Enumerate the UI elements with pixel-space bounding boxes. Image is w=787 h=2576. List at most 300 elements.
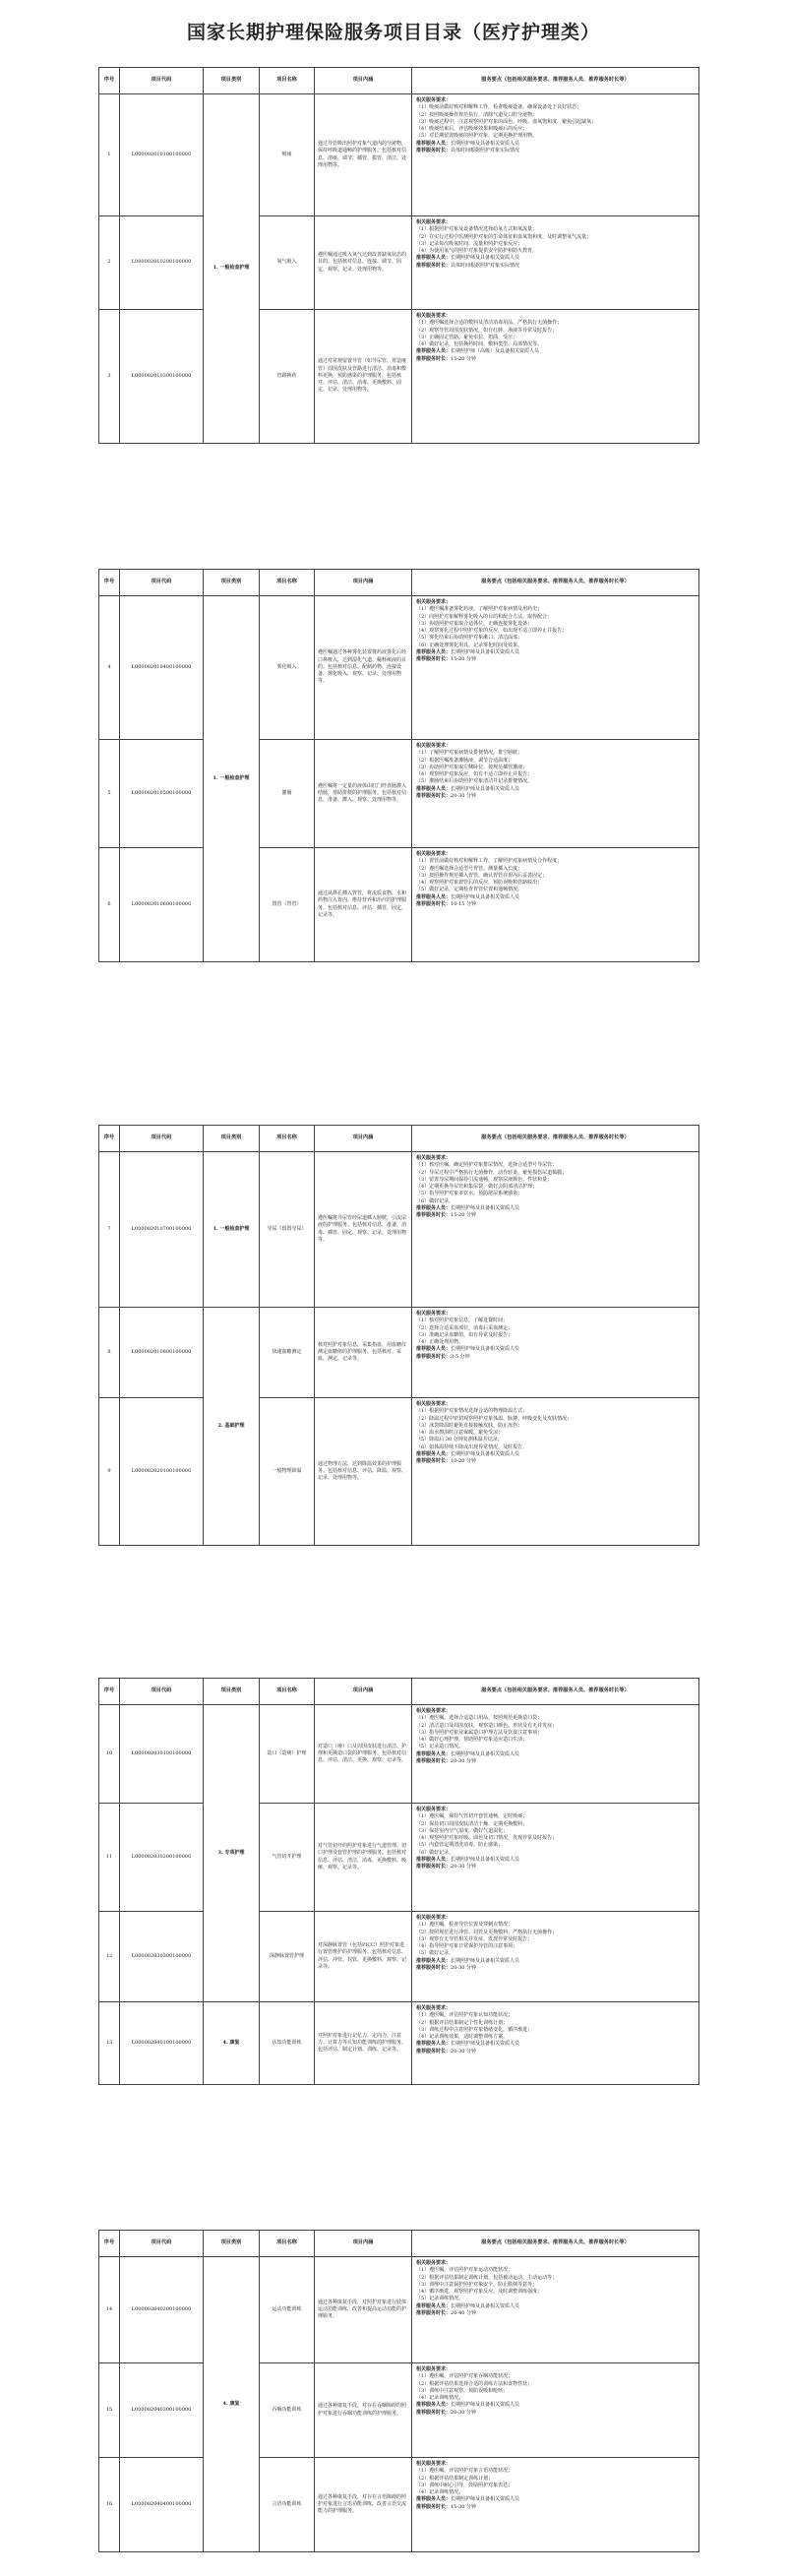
row-content: 对深静脉置管（包括PICC）照护对象进行置管维护的护理服务。包括核对信息、评估、冲管、封管、更换敷料、观察、记录等。 <box>315 1912 412 2002</box>
staff-label: 推荐服务人员： <box>416 1856 452 1863</box>
header-content: 项目内涵 <box>315 68 412 94</box>
row-requirements <box>412 1804 699 1912</box>
header-code: 项目代码 <box>120 570 204 596</box>
staff-label: 推荐服务人员： <box>416 1346 452 1353</box>
row-no: 6 <box>99 848 120 962</box>
recommended-staff <box>416 2041 695 2048</box>
requirement-item: （3）冰袋降温时避免直接接触皮肤，防止冻伤； <box>416 1422 523 1429</box>
row-name: 言语功能训练 <box>260 2458 315 2552</box>
requirement-item: （5）指导照护对象多饮水，预防泌尿系统感染； <box>416 1191 523 1197</box>
requirement-item: （5）做好记录。 <box>416 1950 454 1957</box>
requirement-item: （1）遵医嘱，保持气管切开套管通畅，定时吸痰； <box>416 1813 528 1820</box>
row-code: L000002010400100000 <box>120 596 204 740</box>
row-content: 通过各种康复手段，对照护对象进行肢体运动功能训练，改善和提高运动功能的护理服务。 <box>315 2257 412 2363</box>
header-category: 项目类别 <box>204 1679 260 1705</box>
requirement-item: （3）吸痰过程中，注意观察照护对象的面色、呼吸、血氧饱和度，避免引起缺氧； <box>416 118 597 125</box>
row-name: 快速血糖测定 <box>260 1308 315 1398</box>
table-row <box>99 1152 699 1308</box>
requirement-item: （2）按照规范进行冲管、封管及更换敷料，严格执行无菌操作； <box>416 1929 558 1935</box>
requirements-heading: 相关服务要求： <box>416 599 452 605</box>
staff-value: 长期照护师及具备相关资质人员 <box>451 1957 520 1964</box>
row-name: 深静脉置管护理 <box>260 1912 315 2002</box>
row-no: 10 <box>99 1705 120 1804</box>
row-no: 8 <box>99 1308 120 1398</box>
requirements-heading: 相关服务要求： <box>416 1311 452 1317</box>
recommended-staff <box>416 649 695 656</box>
requirement-item: （2）清洁造口及周围皮肤，观察造口颜色、形状及有无并发症； <box>416 1722 558 1729</box>
row-requirements <box>412 310 699 444</box>
row-content: 通过各种康复手段，对存在吞咽障碍的照护对象进行吞咽功能训练的护理服务。 <box>315 2363 412 2458</box>
requirement-item: （2）导尿过程中严格执行无菌操作，动作轻柔，避免损伤尿道黏膜； <box>416 1169 568 1176</box>
duration-label: 推荐服务时长： <box>416 2409 452 2416</box>
duration-value: 10-15 分钟 <box>451 900 477 907</box>
requirement-item: （4）记录训练效果，适时调整训练方案。 <box>416 2034 509 2040</box>
duration-label: 推荐服务时长： <box>416 792 452 799</box>
header-no: 序号 <box>99 1126 120 1152</box>
recommended-duration <box>416 1458 695 1465</box>
table-row <box>99 1912 699 2002</box>
requirement-item: （2）根据医嘱准备灌肠液，调节合适温度； <box>416 757 514 764</box>
row-requirements <box>412 596 699 740</box>
recommended-duration <box>416 2310 695 2317</box>
header-name: 项目名称 <box>260 2231 315 2257</box>
requirement-item: （4）观察照护对象反应，如有不适立即停止并报告； <box>416 771 533 777</box>
table-row <box>99 1308 699 1398</box>
header-code: 项目代码 <box>120 1679 204 1705</box>
row-category: 1. 一般检查护理 <box>204 596 260 962</box>
duration-value: 20-40 分钟 <box>451 2309 477 2316</box>
staff-value: 长期照护师及具备相关资质人员 <box>451 2302 520 2309</box>
recommended-duration <box>416 1758 695 1765</box>
requirement-item: （1）遵医嘱，评估照护对象运动功能状况； <box>416 2267 514 2274</box>
recommended-duration <box>416 2504 695 2511</box>
table-row <box>99 2257 699 2363</box>
requirement-item: （5）做好记录，定期检查胃管位置和通畅情况。 <box>416 887 523 893</box>
requirement-item: （4）观察照护对象呼吸、面色及切口情况，发现异常及时报告； <box>416 1835 558 1841</box>
row-code: L000002030100100000 <box>120 1705 204 1804</box>
requirement-item: （5）内套管定期清洗消毒，防止感染； <box>416 1842 504 1849</box>
header-name: 项目名称 <box>260 1126 315 1152</box>
row-requirements <box>412 740 699 848</box>
duration-label: 推荐服务时长： <box>416 656 452 662</box>
requirements-heading: 相关服务要求： <box>416 2366 452 2372</box>
recommended-duration <box>416 901 695 908</box>
table-header-row <box>99 570 699 596</box>
table-row <box>99 1398 699 1546</box>
table-row <box>99 848 699 962</box>
requirement-item: （2）向照护对象解释雾化吸入的目的和配合方法，取得配合； <box>416 613 553 620</box>
row-category: 2. 基础护理 <box>204 1308 260 1546</box>
duration-label: 推荐服务时长： <box>416 1458 452 1464</box>
staff-label: 推荐服务人员： <box>416 2496 452 2503</box>
duration-label: 推荐服务时长： <box>416 2048 452 2055</box>
recommended-staff <box>416 1958 695 1965</box>
row-content: 对气管切开的照护对象进行气道管理、切口护理及套管护理的护理服务。包括核对信息、评估、清洁、消毒、更换敷料、吸痰、观察、记录等。 <box>315 1804 412 1912</box>
row-requirements <box>412 2458 699 2552</box>
row-code: L000002040100100000 <box>120 2002 204 2085</box>
requirement-item: （1）根据照护对象及设备情况选择给氧方式和氧流量； <box>416 226 538 233</box>
recommended-staff <box>416 141 695 148</box>
requirement-item: （6）做好记录。 <box>416 1849 454 1856</box>
recommended-staff <box>416 1751 695 1758</box>
row-no: 11 <box>99 1804 120 1912</box>
staff-label: 推荐服务人员： <box>416 2041 452 2048</box>
requirement-item: （3）训练中耐心引导，鼓励照护对象表达； <box>416 2482 514 2488</box>
duration-label: 推荐服务时长： <box>416 262 452 269</box>
requirements-heading: 相关服务要求： <box>416 1807 452 1812</box>
requirement-item: （4）定期更换导尿管和集尿袋，做好会阴部清洁护理； <box>416 1184 538 1190</box>
requirement-item: （1）核对医嘱，确定照护对象排尿情况，选择合适型号导尿管； <box>416 1162 558 1169</box>
header-no: 序号 <box>99 1679 120 1705</box>
row-code: L000002040200100000 <box>120 2257 204 2363</box>
duration-value: 20-30 分钟 <box>451 2048 477 2055</box>
recommended-duration <box>416 2410 695 2417</box>
staff-label: 推荐服务人员： <box>416 140 452 147</box>
row-code: L000002020100100000 <box>120 1398 204 1546</box>
requirement-item: （3）正确固定管路，避免牵拉、扭曲、受压； <box>416 334 518 340</box>
requirement-item: （2）降温过程中密切观察照护对象体温、脉搏、呼吸变化及皮肤情况； <box>416 1415 573 1422</box>
requirement-item: （1）遵医嘱，检查导管位置及穿刺点情况； <box>416 1922 514 1929</box>
duration-value: 3-5 分钟 <box>451 1353 470 1360</box>
header-name: 项目名称 <box>260 570 315 596</box>
requirement-item: （3）记录每次吸氧时间、流量和照护对象反应； <box>416 240 523 247</box>
staff-label: 推荐服务人员： <box>416 1204 452 1211</box>
service-table-page-4 <box>98 1678 699 2085</box>
staff-value: 长期照护师及具备相关资质人员 <box>451 1750 520 1757</box>
header-category: 项目类别 <box>204 570 260 596</box>
staff-value: 长期照护师及具备相关资质人员 <box>451 140 520 147</box>
requirement-item: （2）遵医嘱选择合适型号胃管，测量插入长度； <box>416 865 523 872</box>
row-code: L000002030200100000 <box>120 1804 204 1912</box>
row-code: L000002010500100000 <box>120 740 204 848</box>
row-content: 对照护对象进行记忆力、定向力、注意力、计算力等认知功能训练的护理服务。包括评估、制定计划、训练、记录等。 <box>315 2002 412 2085</box>
recommended-staff <box>416 1857 695 1864</box>
row-name: 导尿（留置导尿） <box>260 1152 315 1308</box>
row-requirements <box>412 1912 699 2002</box>
staff-label: 推荐服务人员： <box>416 893 452 900</box>
row-requirements <box>412 1152 699 1308</box>
staff-label: 推荐服务人员： <box>416 2302 452 2309</box>
requirement-item: （4）循序渐进，观察照护对象反应，及时调整训练强度； <box>416 2289 543 2295</box>
header-points: 服务要点（包括相关服务要求、推荐服务人员、推荐服务时长等） <box>412 570 699 596</box>
recommended-staff <box>416 348 695 355</box>
header-content: 项目内涵 <box>315 1126 412 1152</box>
row-no: 2 <box>99 216 120 310</box>
recommended-duration <box>416 2049 695 2055</box>
requirement-item: （1）置管前做好核对和解释工作，了解照护对象病情及合作程度； <box>416 858 563 865</box>
staff-label: 推荐服务人员： <box>416 1957 452 1964</box>
staff-label: 推荐服务人员： <box>416 785 452 792</box>
row-name: 造口（造瘘）护理 <box>260 1705 315 1804</box>
table-header-row <box>99 1126 699 1152</box>
requirement-item: （2）根据评估结果制定个性化训练计划； <box>416 2019 509 2026</box>
row-name: 氧气吸入 <box>260 216 315 310</box>
requirement-item: （4）做好心理护理，帮助照护对象适应造口生活； <box>416 1737 528 1743</box>
requirement-item: （5）雾化结束后协助照护对象漱口、清洁面部； <box>416 635 523 642</box>
table-header-row <box>99 2231 699 2257</box>
requirements-heading: 相关服务要求： <box>416 2461 452 2467</box>
table-header-row <box>99 1679 699 1705</box>
table-row <box>99 2002 699 2085</box>
requirement-item: （2）保持切口周围皮肤清洁干燥，定期更换敷料； <box>416 1820 528 1827</box>
duration-label: 推荐服务时长： <box>416 2309 452 2316</box>
requirement-item: （3）观察有无导管相关并发症，发现异常及时报告； <box>416 1935 533 1942</box>
staff-value: 长期照护师及具备相关资质人员 <box>451 893 520 900</box>
row-content: 通过从鼻孔插入胃管，将流质食物、水和药物注入胃内，维持营养和治疗的护理服务。包括核对信息、评估、插管、固定、记录等。 <box>315 848 412 962</box>
requirement-item: （4）正确处理用物。 <box>416 1339 464 1345</box>
staff-label: 推荐服务人员： <box>416 348 452 355</box>
header-content: 项目内涵 <box>315 570 412 596</box>
row-category: 4. 康复 <box>204 2257 260 2552</box>
header-points: 服务要点（包括相关服务要求、推荐服务人员、推荐服务时长等） <box>412 2231 699 2257</box>
requirements-heading: 相关服务要求： <box>416 313 452 319</box>
staff-value: 长期照护师及具备相关资质人员 <box>451 648 520 655</box>
recommended-staff <box>416 2303 695 2310</box>
requirement-item: （5）记录训练情况。 <box>416 2296 464 2302</box>
table-row <box>99 2363 699 2458</box>
recommended-staff <box>416 894 695 901</box>
requirement-item: （4）记录训练情况。 <box>416 2395 464 2401</box>
duration-value: 20-30 分钟 <box>451 2409 477 2416</box>
duration-label: 推荐服务时长： <box>416 900 452 907</box>
row-code: L000002010200100000 <box>120 216 204 310</box>
row-content: 通过导管吸出照护对象气道内的分泌物，保持呼吸道通畅的护理服务。包括核对信息、清痰、调节、插管、拔管、清洁、处理用物等。 <box>315 94 412 216</box>
requirement-item: （2）根据评估结果制定训练计划，包括被动运动、主动运动等； <box>416 2274 558 2281</box>
staff-value: 长期照护师及具备相关资质人员 <box>451 785 520 792</box>
row-no: 14 <box>99 2257 120 2363</box>
requirement-item: （4）做好记录，包括换药时间、敷料类型、局部情况等。 <box>416 341 543 347</box>
requirements-heading: 相关服务要求： <box>416 2005 452 2011</box>
header-category: 项目类别 <box>204 1126 260 1152</box>
requirements-heading: 相关服务要求： <box>416 97 452 103</box>
duration-value: 10-20 分钟 <box>451 1458 477 1464</box>
requirement-item: （1）了解照护对象病情及排便情况，排空膀胱； <box>416 750 523 757</box>
header-name: 项目名称 <box>260 1679 315 1705</box>
row-category: 4. 康复 <box>204 2002 260 2085</box>
requirement-item: （1）遵医嘱选择合适的敷料及清洁消毒用品，严格执行无菌操作； <box>416 320 563 327</box>
table-header-row <box>99 68 699 94</box>
requirement-item: （4）指导照护对象日常保护导管的注意事项； <box>416 1943 518 1949</box>
requirement-item: （4）温水擦浴时注意保暖，避免受凉； <box>416 1430 504 1436</box>
requirements-heading: 相关服务要求： <box>416 1155 452 1161</box>
header-content: 项目内涵 <box>315 1679 412 1705</box>
requirement-item: （4）为使用氧气的照护对象提供安全防护和防火教育。 <box>416 248 538 254</box>
requirement-item: （4）吸痰结束后，评估吸痰效果和吸痰后的反应； <box>416 126 528 132</box>
service-table-page-1 <box>98 67 699 444</box>
row-requirements <box>412 94 699 216</box>
row-code: L000002010300100000 <box>120 310 204 444</box>
staff-label: 推荐服务人员： <box>416 648 452 655</box>
staff-value: 长期照护师及具备相关资质人员 <box>451 255 520 262</box>
recommended-staff <box>416 2402 695 2409</box>
row-no: 5 <box>99 740 120 848</box>
requirements-heading: 相关服务要求： <box>416 851 452 857</box>
recommended-staff <box>416 2496 695 2503</box>
row-requirements <box>412 1308 699 1398</box>
header-code: 项目代码 <box>120 2231 204 2257</box>
row-name: 灌肠 <box>260 740 315 848</box>
header-no: 序号 <box>99 68 120 94</box>
requirement-item: （1）遵医嘱，评估照护对象认知功能状况； <box>416 2012 514 2019</box>
row-requirements <box>412 1705 699 1804</box>
staff-value: 长期照护师及具备相关资质人员 <box>451 2402 520 2409</box>
duration-value: 具体时间根据照护对象实际情况 <box>451 262 520 269</box>
requirements-heading: 相关服务要求： <box>416 743 452 749</box>
duration-value: 20-30 分钟 <box>451 792 477 799</box>
recommended-staff <box>416 1451 695 1458</box>
header-points: 服务要点（包括相关服务要求、推荐服务人员、推荐服务时长等） <box>412 1679 699 1705</box>
row-name: 一般物理降温 <box>260 1398 315 1546</box>
requirement-item: （6）如体温持续不降或出现异常情况，及时报告。 <box>416 1443 528 1450</box>
row-requirements <box>412 1398 699 1546</box>
staff-label: 推荐服务人员： <box>416 2402 452 2409</box>
staff-value: 长期照护师及具备相关资质人员 <box>451 2041 520 2048</box>
duration-value: 15-30 分钟 <box>451 2503 477 2510</box>
row-code: L000002010700100000 <box>120 1152 204 1308</box>
table-row <box>99 310 699 444</box>
duration-label: 推荐服务时长： <box>416 147 452 153</box>
requirement-item: （3）训练中注意观察，预防误吸和呛咳； <box>416 2387 509 2394</box>
requirement-item: （2）选择合适采血部位，消毒后采血测定； <box>416 1324 514 1331</box>
row-name: 置管（胃管） <box>260 848 315 962</box>
duration-label: 推荐服务时长： <box>416 1353 452 1360</box>
requirement-item: （2）按照吸痰操作规范执行，清除气道及口腔分泌物； <box>416 111 538 118</box>
recommended-duration <box>416 356 695 363</box>
recommended-staff <box>416 1346 695 1353</box>
duration-value: 15-20 分钟 <box>451 1212 477 1218</box>
requirement-item: （6）正确处理雾化用具，记录雾化时间及效果。 <box>416 642 523 648</box>
row-no: 12 <box>99 1912 120 2002</box>
requirement-item: （1）吸痰前做好核对和解释工作，检查吸痰设备，确保设备处于良好状态； <box>416 104 582 111</box>
header-points: 服务要点（包括相关服务要求、推荐服务人员、推荐服务时长等） <box>412 1126 699 1152</box>
service-table-page-3 <box>98 1125 699 1546</box>
header-category: 项目类别 <box>204 2231 260 2257</box>
table-row <box>99 740 699 848</box>
duration-label: 推荐服务时长： <box>416 2503 452 2510</box>
staff-value: 长期照护师及具备相关资质人员 <box>451 2496 520 2503</box>
staff-value: 长期照护师及具备相关资质人员 <box>451 1204 520 1211</box>
header-content: 项目内涵 <box>315 2231 412 2257</box>
requirement-item: （3）保持室内空气湿度，做好气道湿化； <box>416 1827 509 1834</box>
row-no: 9 <box>99 1398 120 1546</box>
row-no: 1 <box>99 94 120 216</box>
table-row <box>99 94 699 216</box>
requirement-item: （4）观察照护对象置管后的反应，预防误吸和管路脱出； <box>416 880 543 886</box>
requirement-item: （2）在实行过程中监测照护对象的生命体征和血氧饱和度，及时调整氧气流量； <box>416 233 592 240</box>
requirement-item: （5）灌肠结束后协助照护对象清洁并记录排便情况。 <box>416 778 533 785</box>
row-name: 认知功能训练 <box>260 2002 315 2085</box>
row-code: L000002010800100000 <box>120 1308 204 1398</box>
recommended-staff <box>416 1205 695 1212</box>
row-code: L000002040300100000 <box>120 2363 204 2458</box>
requirement-item: （3）协助照护对象取合适体位，正确连接雾化设备； <box>416 620 533 627</box>
row-requirements <box>412 2257 699 2363</box>
recommended-staff <box>416 786 695 793</box>
table-row <box>99 2458 699 2552</box>
row-name: 运动功能训练 <box>260 2257 315 2363</box>
staff-value: 长期照护师及具备相关资质人员 <box>451 1856 520 1863</box>
row-no: 13 <box>99 2002 120 2085</box>
row-requirements <box>412 2363 699 2458</box>
requirements-heading: 相关服务要求： <box>416 2260 452 2266</box>
row-no: 7 <box>99 1152 120 1308</box>
row-content: 遵医嘱通过各种雾化装置将药液雾化后经口鼻吸入，达到湿化气道、稀释痰液的目的。包括核对信息、配制药物、连接设备、雾化吸入、观察、记录、处理用物等。 <box>315 596 412 740</box>
header-no: 序号 <box>99 2231 120 2257</box>
staff-value: 长期照护师及具备相关资质人员 <box>451 1346 520 1353</box>
duration-label: 推荐服务时长： <box>416 355 452 362</box>
header-no: 序号 <box>99 570 120 596</box>
header-code: 项目代码 <box>120 1126 204 1152</box>
row-content: 通过物理方法，达到降温效果的护理服务。包括核对信息、评估、降温、观察、记录、处理用物等。 <box>315 1398 412 1546</box>
requirement-item: （3）指导照护对象及家属造口护理方法及饮食注意事项； <box>416 1729 543 1736</box>
row-requirements <box>412 2002 699 2085</box>
duration-value: 20-30 分钟 <box>451 1964 477 1971</box>
requirement-item: （1）核对照护对象信息，了解进餐时间； <box>416 1318 509 1324</box>
page-title: 国家长期护理保险服务项目目录（医疗护理类） <box>186 22 600 43</box>
requirement-item: （5）记录造口情况。 <box>416 1744 464 1750</box>
service-table-page-2 <box>98 569 699 962</box>
row-code: L000002030300100000 <box>120 1912 204 2002</box>
duration-value: 20-30 分钟 <box>451 1864 477 1870</box>
row-requirements <box>412 216 699 310</box>
row-content: 遵医嘱通过吸入氧气达到改善缺氧状态的目的。包括核对信息、连接、调节、固定、观察、记录、处理用物等。 <box>315 216 412 310</box>
requirements-heading: 相关服务要求： <box>416 1915 452 1921</box>
requirement-item: （1）根据照护对象情况选择合适的物理降温方式； <box>416 1408 528 1415</box>
table-row <box>99 1804 699 1912</box>
row-name: 气管切开护理 <box>260 1804 315 1912</box>
row-code: L000002040400100000 <box>120 2458 204 2552</box>
duration-label: 推荐服务时长： <box>416 1757 452 1764</box>
row-content: 遵医嘱将一定量的液体由肛门经直肠灌入结肠，帮助排便的护理服务。包括核对信息、准备、灌入、观察、处理用物等。 <box>315 740 412 848</box>
recommended-duration <box>416 1965 695 1972</box>
header-name: 项目名称 <box>260 68 315 94</box>
staff-value: 长期照护师（高级）及具备相关资质人员 <box>451 348 540 355</box>
requirement-item: （2）根据评估结果制定训练计划； <box>416 2475 494 2482</box>
requirement-item: （3）训练中注意保护照护对象安全，防止跌倒等意外； <box>416 2281 538 2288</box>
row-no: 3 <box>99 310 120 444</box>
row-requirements <box>412 848 699 962</box>
row-no: 4 <box>99 596 120 740</box>
staff-label: 推荐服务人员： <box>416 1750 452 1757</box>
row-name: 管路换药 <box>260 310 315 444</box>
recommended-duration <box>416 793 695 800</box>
header-points: 服务要点（包括相关服务要求、推荐服务人员、推荐服务时长等） <box>412 68 699 94</box>
staff-value: 长期照护师及具备相关资质人员 <box>451 1450 520 1457</box>
requirement-item: （3）协助照护对象取左侧卧位，按规范插管灌液； <box>416 764 528 770</box>
duration-label: 推荐服务时长： <box>416 1212 452 1218</box>
requirement-item: （3）训练过程中注意照护对象情绪变化，循序渐进； <box>416 2026 533 2033</box>
requirement-item: （1）遵医嘱，评估照护对象吞咽功能状况； <box>416 2373 514 2380</box>
recommended-staff <box>416 255 695 262</box>
requirements-heading: 相关服务要求： <box>416 1401 452 1407</box>
requirement-item: （4）观察雾化过程中照护对象的反应，如出现不适立即停止并报告； <box>416 628 568 634</box>
duration-value: 具体时间根据照护对象实际情况 <box>451 147 520 153</box>
recommended-duration <box>416 1354 695 1361</box>
requirement-item: （1）遵医嘱，选择合适造口用品，按照规范更换造口袋； <box>416 1715 543 1722</box>
table-row <box>99 596 699 740</box>
recommended-duration <box>416 1212 695 1219</box>
requirement-item: （5）对长期留置吸痰的照护对象，定期更换护理用物。 <box>416 133 538 140</box>
recommended-duration <box>416 263 695 270</box>
row-name: 吸痰 <box>260 94 315 216</box>
duration-value: 15-20 分钟 <box>451 656 477 662</box>
requirement-item: （5）降温后 30 分钟复测体温并记录； <box>416 1437 503 1443</box>
duration-label: 推荐服务时长： <box>416 1864 452 1870</box>
row-name: 吞咽功能训练 <box>260 2363 315 2458</box>
duration-value: 20-30 分钟 <box>451 1757 477 1764</box>
row-code: L000002010100100000 <box>120 94 204 216</box>
row-category: 3. 专项护理 <box>204 1705 260 2002</box>
